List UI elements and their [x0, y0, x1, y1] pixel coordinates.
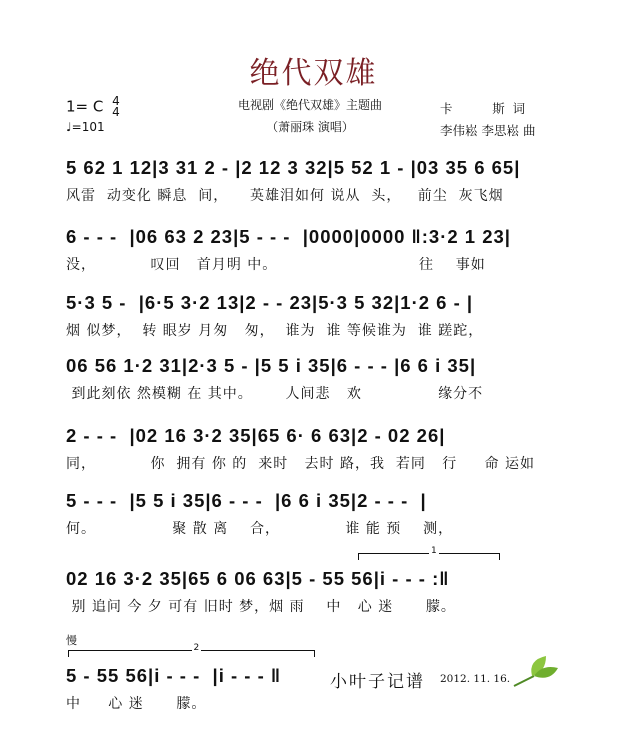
notes: 6 - - - |06 63 2 23|5 - - - |0000|0000 ‖:3·2 1 23|: [66, 226, 511, 247]
notes: 5 62 1 12|3 31 2 - |2 12 3 32|5 52 1 - |03 35 6 65|: [66, 157, 521, 178]
notes: 5 - 55 56|i - - - |i - - - ‖: [66, 665, 282, 686]
score-row-1: [66, 157, 566, 205]
score-row-3: [66, 292, 566, 340]
notes: 06 56 1·2 31|2·3 5 - |5 5 i 35|6 - - - |6 6 i 35|: [66, 355, 477, 376]
notes: 5 - - - |5 5 i 35|6 - - - |6 6 i 35|2 - - - |: [66, 490, 427, 511]
notes: 02 16 3·2 35|65 6 06 63|5 - 55 56|i - - - :‖: [66, 568, 450, 589]
lyrics: 同， 你 拥有 你 的 来时 去时 路，我 若同 行 命 运如: [66, 456, 535, 472]
time-signature: [112, 96, 120, 118]
lyrics: 烟 似梦， 转 眼岁 月匆 匆， 谁为 谁 等候谁为 谁 蹉跎，: [66, 323, 484, 339]
volta-1-bracket: [358, 546, 500, 560]
lyrics: 中 心 迷 朦。: [66, 696, 207, 712]
composer-credit: 李伟崧 李思崧 曲: [440, 123, 536, 138]
song-title: 绝代双雄: [249, 56, 378, 91]
lyrics: 风雷 动变化 瞬息 间， 英雄泪如何 说从 头， 前尘 灰飞烟: [66, 188, 504, 204]
slow-marking: 慢: [66, 634, 77, 647]
lyricist-credit: 卡 斯 词: [440, 101, 526, 116]
volta-2-label: 2: [193, 643, 200, 653]
volta-2-bracket: [68, 643, 315, 657]
key-label: 1= C: [66, 97, 104, 116]
score-row-6: [66, 490, 566, 538]
lyrics: 到此刻依 然模糊 在 其中。 人间悲 欢 缘分不: [66, 386, 484, 402]
time-bottom: 4: [112, 105, 120, 119]
notes: 2 - - - |02 16 3·2 35|65 6· 6 63|2 - 02 26|: [66, 425, 446, 446]
score-row-2: [66, 226, 566, 274]
lyrics: 何。 聚 散 离 合， 谁 能 预 测，: [66, 521, 454, 537]
transcription-date: 2012. 11. 16.: [440, 673, 511, 685]
lyrics: 没， 叹回 首月明 中。 往 事如: [66, 257, 486, 273]
score-row-5: [66, 425, 566, 473]
notes: 5·3 5 - |6·5 3·2 13|2 - - 23|5·3 5 32|1·2 6 - |: [66, 292, 474, 313]
lyrics: 别 追问 今 夕 可有 旧时 梦，烟 雨 中 心 迷 朦。: [66, 599, 456, 615]
tempo-marking: ♩=101: [66, 120, 105, 134]
subtitle: 电视剧《绝代双雄》主题曲: [237, 98, 382, 112]
key-signature: [66, 96, 120, 118]
score-row-7: [66, 568, 566, 616]
score-row-8: [66, 665, 326, 713]
transcriber-signature: 小叶子记谱: [330, 672, 425, 692]
leaf-icon: [512, 654, 560, 694]
time-top: 4: [112, 94, 120, 108]
volta-1-label: 1: [431, 546, 437, 556]
performer: （萧丽珠 演唱）: [266, 120, 354, 134]
score-row-4: [66, 355, 566, 403]
